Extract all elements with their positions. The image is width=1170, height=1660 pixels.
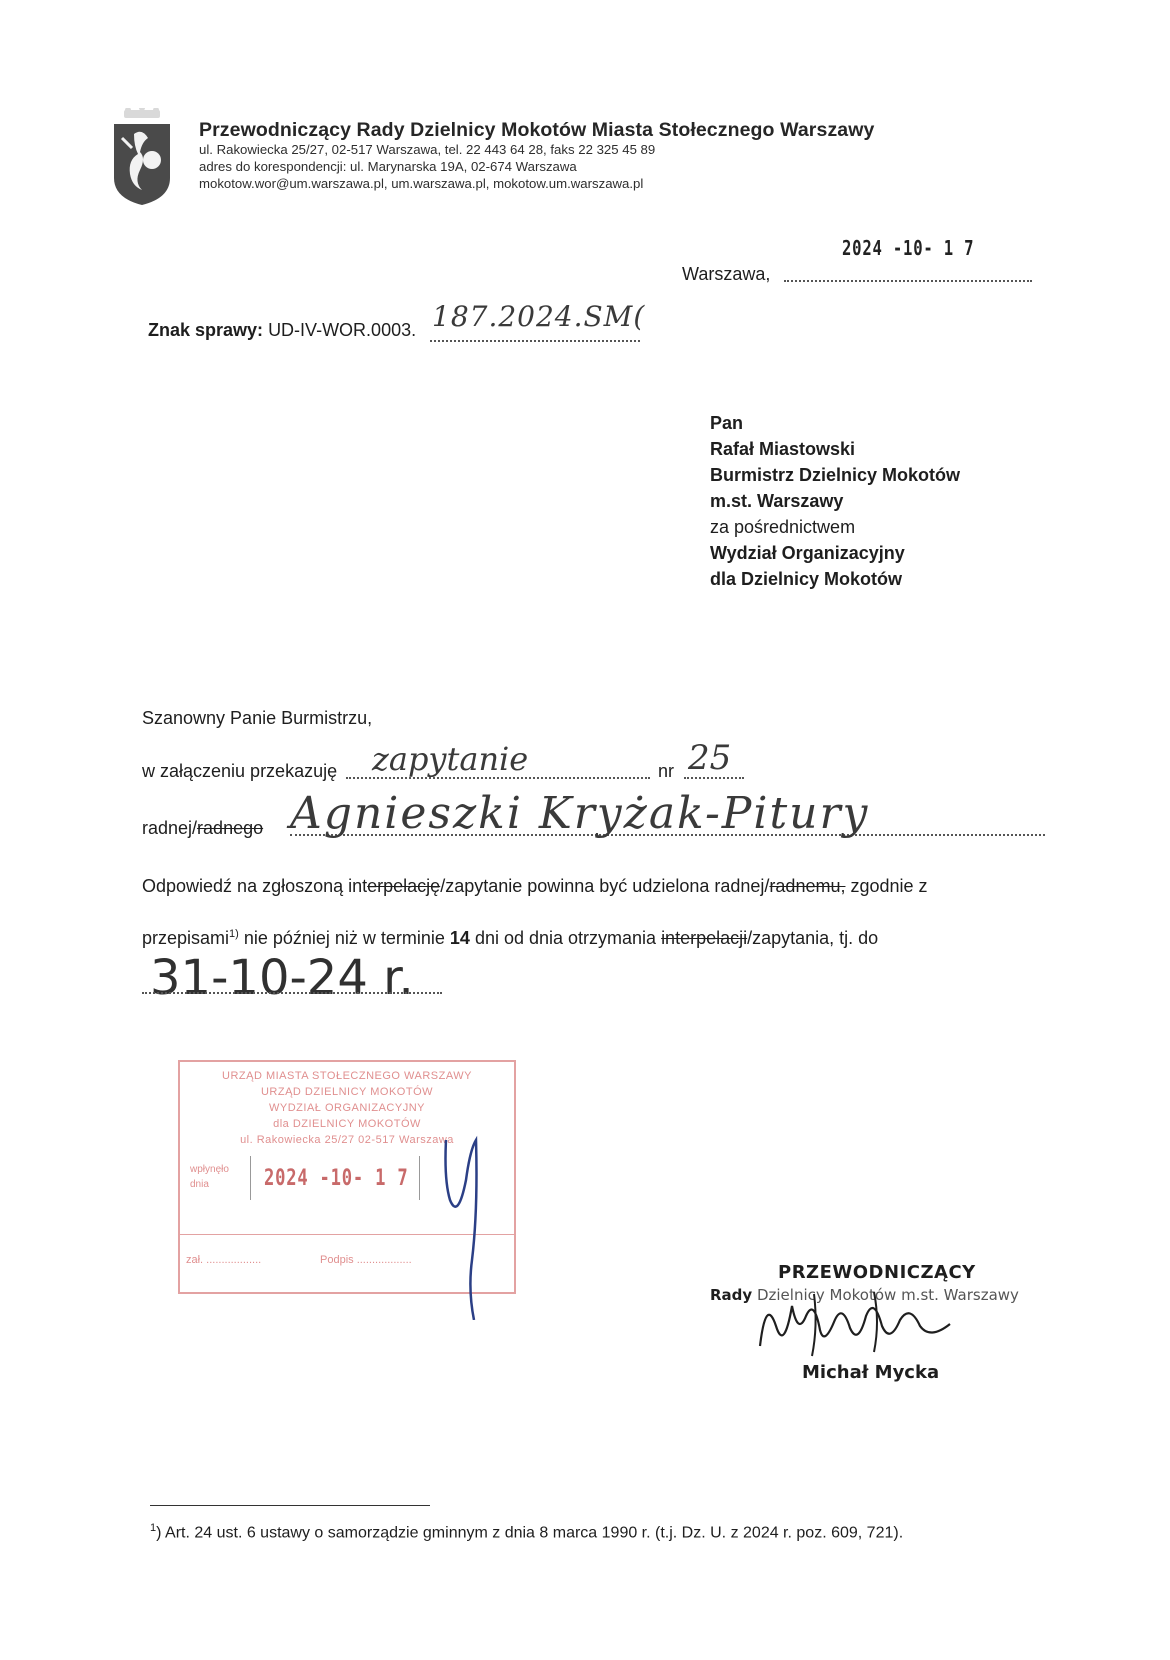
recipient-department-1: Wydział Organizacyjny (710, 543, 905, 563)
stamp-line-2: URZĄD DZIELNICY MOKOTÓW (260, 1086, 434, 1098)
signature-body-prefix: Rady (710, 1286, 753, 1304)
stamp-line-5: ul. Rakowiecka 25/27 02-517 Warszawa (240, 1134, 454, 1146)
recipient-title-2: m.st. Warszawy (710, 491, 844, 511)
footnote-marker: 1 (150, 1522, 157, 1534)
date-dotted-line (784, 280, 1032, 282)
recipient-title-1: Burmistrz Dzielnicy Mokotów (710, 465, 961, 485)
councillor-label (142, 818, 263, 839)
stamp-line-1: URZĄD MIASTA STOŁECZNEGO WARSZAWY (222, 1070, 472, 1082)
nr-handwritten: 25 (688, 738, 732, 778)
footnote-rule (150, 1505, 430, 1506)
signature-role: PRZEWODNICZĄCY (778, 1262, 976, 1283)
case-reference (148, 320, 416, 341)
councillor-handwritten: Agnieszki Kryżak-Pitury (290, 788, 870, 839)
header-contact: mokotow.wor@um.warszawa.pl, um.warszawa.pl, mokotow.um.warszawa.pl (199, 176, 644, 191)
recipient-department-2: dla Dzielnicy Mokotów (710, 569, 903, 589)
para-2-b: nie później niż w terminie (238, 928, 450, 948)
para-1-c: zgodnie z (845, 876, 928, 896)
recipient-via: za pośrednictwem (710, 517, 856, 537)
nr-label: nr (658, 761, 675, 781)
recipient-name: Rafał Miastowski (710, 439, 856, 459)
recipient-block (710, 410, 960, 592)
councillor-label-text: radnej/ (142, 818, 198, 838)
header-correspondence: adres do korespondencji: ul. Marynarska 19A, 02-674 Warszawa (199, 159, 577, 174)
warsaw-mermaid-crest-icon (112, 108, 172, 206)
paragraph-1 (142, 876, 928, 897)
signature-body-rest: Dzielnicy Mokotów m.st. Warszawy (756, 1286, 1019, 1304)
case-number-dotted-line (430, 340, 640, 342)
footnote (150, 1522, 903, 1542)
case-reference-label: Znak sprawy: (148, 320, 264, 340)
case-reference-prefix: UD-IV-WOR.0003. (268, 320, 417, 340)
dateline-place: Warszawa, (682, 264, 771, 284)
para-1-b: /zapytanie powinna być udzielona radnej/ (440, 876, 770, 896)
para-2-struck: interpelacji (661, 928, 748, 948)
stamp-received-date: 2024 -10- 1 7 (264, 1166, 409, 1191)
para-2-c: dni od dnia otrzymania (469, 928, 662, 948)
deadline-handwritten: 31-10-24 r. (150, 950, 414, 1006)
stamped-date: 2024 -10- 1 7 (842, 236, 975, 260)
councillor-struck: radnego (197, 818, 264, 838)
signature-name: Michał Mycka (802, 1362, 940, 1383)
chairman-handwritten-signature (754, 1286, 954, 1358)
para-2-d: /zapytania, tj. do (747, 928, 879, 948)
case-number-handwritten: 187.2024.SM( (432, 300, 646, 333)
para-2-footnote-marker: 1) (229, 928, 239, 940)
recipient-salutation: Pan (710, 413, 744, 433)
header-address: ul. Rakowiecka 25/27, 02-517 Warszawa, tel. 22 443 64 28, faks 22 325 45 89 (199, 142, 656, 157)
paragraph-2 (142, 928, 878, 949)
para-2-a: przepisami (142, 928, 230, 948)
stamp-line-4: dla DZIELNICY MOKOTÓW (273, 1118, 421, 1130)
para-1-struck: erpelację (367, 876, 441, 896)
deadline-dotted-line (142, 992, 442, 994)
para-2-days: 14 (449, 928, 470, 948)
para-1-a: Odpowiedź na zgłoszoną int (142, 876, 368, 896)
header-title: Przewodniczący Rady Dzielnicy Mokotów Miasta Stołecznego Warszawy (199, 119, 875, 141)
footnote-text: ) Art. 24 ust. 6 ustawy o samorządzie gminnym z dnia 8 marca 1990 r. (t.j. Dz. U. z 2024 r. poz. 609, 721). (156, 1524, 904, 1542)
stamp-attachments: zał. .................. (186, 1254, 262, 1266)
stamp-received-label: wpłynęło dnia (190, 1164, 229, 1190)
stamp-signature-scribble (436, 1120, 506, 1320)
stamp-line-3: WYDZIAŁ ORGANIZACYJNY (269, 1102, 425, 1114)
forward-label: w załączeniu przekazuję (142, 761, 338, 781)
stamp-signature-label: Podpis .................. (320, 1254, 412, 1266)
para-1-struck-2: radnemu, (769, 876, 846, 896)
forward-handwritten: zapytanie (372, 740, 529, 778)
greeting: Szanowny Panie Burmistrzu, (142, 708, 373, 728)
